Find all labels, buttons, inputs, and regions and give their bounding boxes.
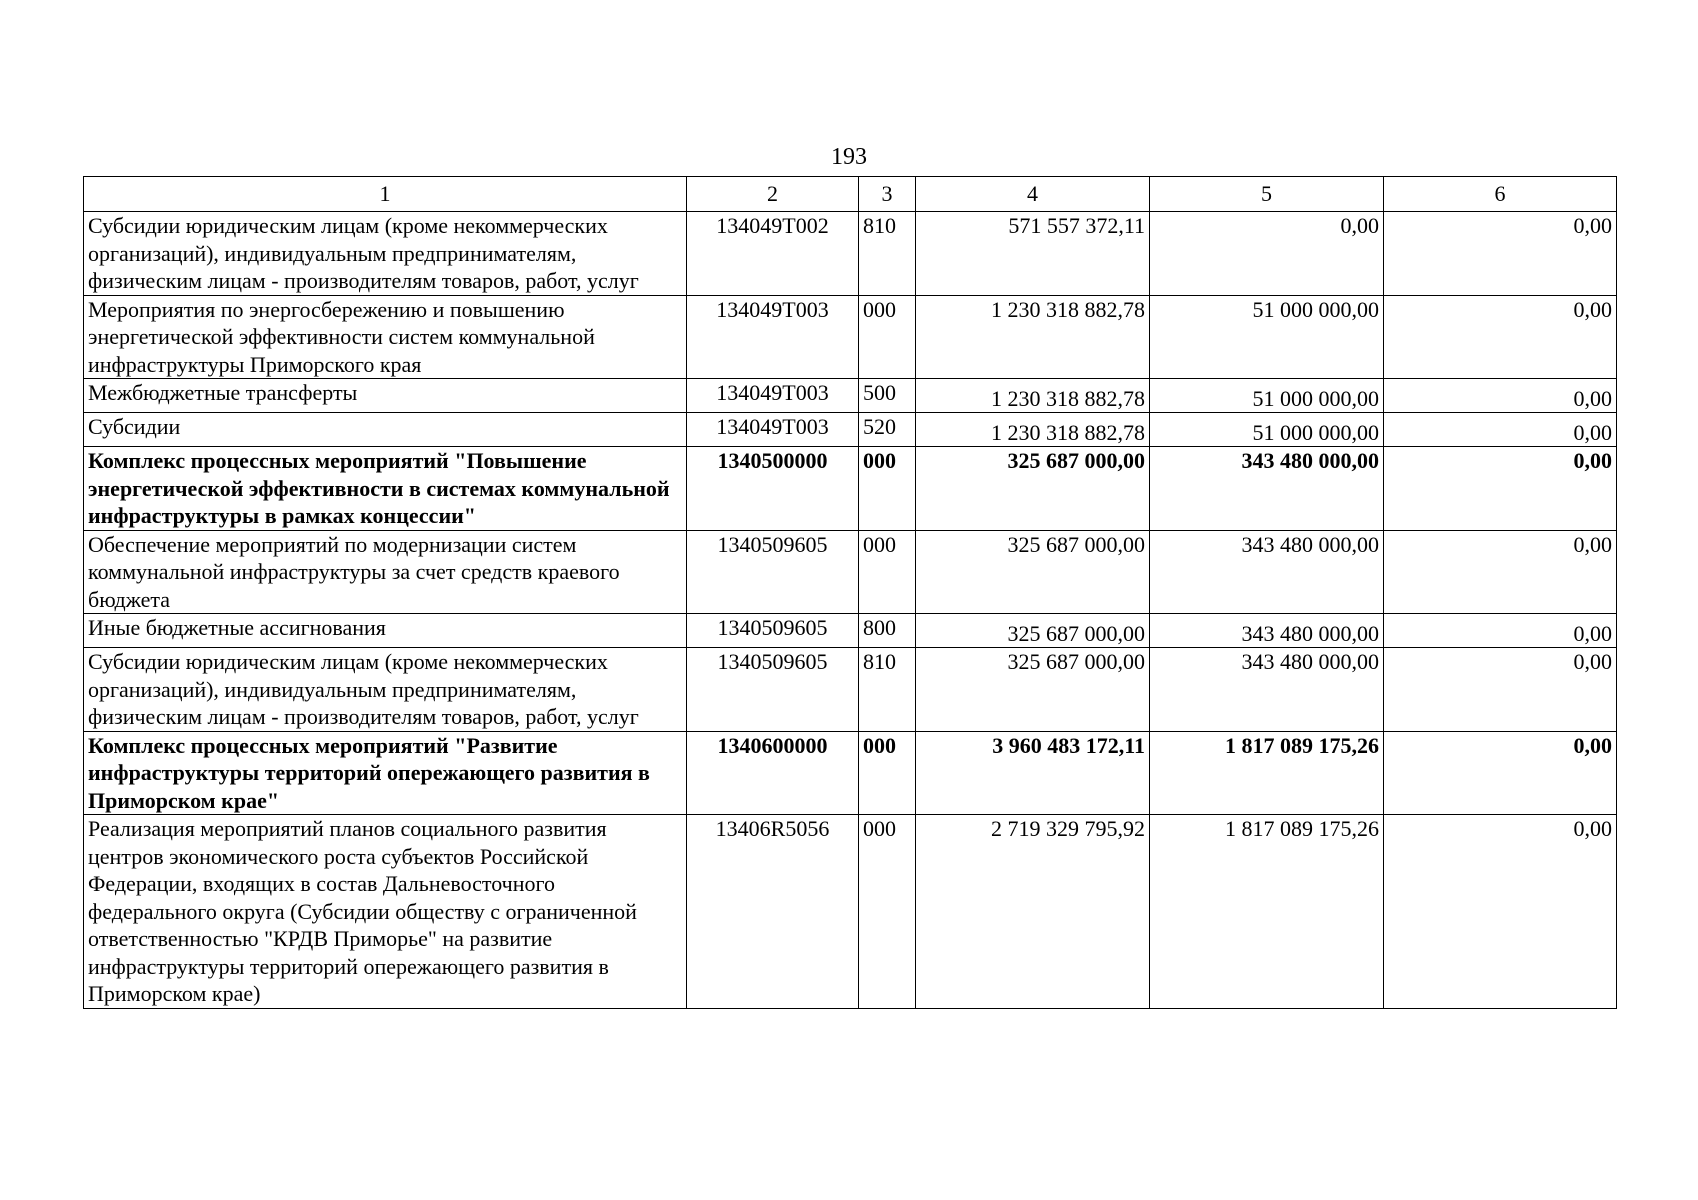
table-row xyxy=(84,815,1617,1009)
row-value-col5-cell: 343 480 000,00 xyxy=(1150,614,1384,648)
row-value-col4-cell: 2 719 329 795,92 xyxy=(916,815,1150,1009)
row-type-cell: 000 xyxy=(859,815,916,1009)
row-name-cell: Комплекс процессных мероприятий "Повышение энергетической эффективности в системах коммунальной инфраструктуры в рамках концессии" xyxy=(84,447,687,531)
row-value-col6-cell: 0,00 xyxy=(1384,648,1617,732)
row-value-col5-cell: 51 000 000,00 xyxy=(1150,413,1384,447)
row-name-cell: Субсидии юридическим лицам (кроме некоммерческих организаций), индивидуальным предпринимателям, физическим лицам - производителям товаров, работ, услуг xyxy=(84,648,687,732)
column-header: 2 xyxy=(687,177,859,212)
column-header: 5 xyxy=(1150,177,1384,212)
row-code-cell: 1340500000 xyxy=(687,447,859,531)
column-header: 3 xyxy=(859,177,916,212)
table-row xyxy=(84,295,1617,379)
row-value-col4-cell: 325 687 000,00 xyxy=(916,447,1150,531)
row-name-cell: Комплекс процессных мероприятий "Развитие инфраструктуры территорий опережающего развития в Приморском крае" xyxy=(84,731,687,815)
row-value-col4-cell: 571 557 372,11 xyxy=(916,212,1150,296)
row-name-cell: Иные бюджетные ассигнования xyxy=(84,614,687,648)
row-value-col5-cell: 1 817 089 175,26 xyxy=(1150,731,1384,815)
column-header: 1 xyxy=(84,177,687,212)
row-value-col6-cell: 0,00 xyxy=(1384,379,1617,413)
table-row xyxy=(84,648,1617,732)
row-value-col6-cell: 0,00 xyxy=(1384,530,1617,614)
table-row xyxy=(84,530,1617,614)
row-value-col5-cell: 51 000 000,00 xyxy=(1150,379,1384,413)
table-row xyxy=(84,379,1617,413)
row-type-cell: 000 xyxy=(859,295,916,379)
row-code-cell: 1340509605 xyxy=(687,530,859,614)
row-value-col4-cell: 1 230 318 882,78 xyxy=(916,295,1150,379)
row-value-col6-cell: 0,00 xyxy=(1384,815,1617,1009)
page-number: 193 xyxy=(831,144,867,170)
row-value-col6-cell: 0,00 xyxy=(1384,447,1617,531)
table-row xyxy=(84,731,1617,815)
table-header-row xyxy=(84,177,1617,212)
row-name-cell: Субсидии xyxy=(84,413,687,447)
row-code-cell: 1340600000 xyxy=(687,731,859,815)
row-code-cell: 13406R5056 xyxy=(687,815,859,1009)
row-value-col6-cell: 0,00 xyxy=(1384,413,1617,447)
row-value-col4-cell: 3 960 483 172,11 xyxy=(916,731,1150,815)
table-row xyxy=(84,413,1617,447)
row-type-cell: 000 xyxy=(859,447,916,531)
row-value-col5-cell: 1 817 089 175,26 xyxy=(1150,815,1384,1009)
row-value-col6-cell: 0,00 xyxy=(1384,731,1617,815)
row-value-col6-cell: 0,00 xyxy=(1384,295,1617,379)
row-value-col4-cell: 325 687 000,00 xyxy=(916,530,1150,614)
row-code-cell: 134049Т003 xyxy=(687,295,859,379)
row-name-cell: Межбюджетные трансферты xyxy=(84,379,687,413)
row-value-col6-cell: 0,00 xyxy=(1384,614,1617,648)
row-value-col5-cell: 0,00 xyxy=(1150,212,1384,296)
row-code-cell: 134049Т003 xyxy=(687,413,859,447)
column-header: 6 xyxy=(1384,177,1617,212)
row-name-cell: Обеспечение мероприятий по модернизации систем коммунальной инфраструктуры за счет средств краевого бюджета xyxy=(84,530,687,614)
table-row xyxy=(84,212,1617,296)
row-value-col5-cell: 51 000 000,00 xyxy=(1150,295,1384,379)
row-type-cell: 810 xyxy=(859,648,916,732)
row-name-cell: Мероприятия по энергосбережению и повышению энергетической эффективности систем коммунальной инфраструктуры Приморского края xyxy=(84,295,687,379)
row-value-col5-cell: 343 480 000,00 xyxy=(1150,447,1384,531)
column-header: 4 xyxy=(916,177,1150,212)
row-name-cell: Субсидии юридическим лицам (кроме некоммерческих организаций), индивидуальным предпринимателям, физическим лицам - производителям товаров, работ, услуг xyxy=(84,212,687,296)
row-value-col4-cell: 325 687 000,00 xyxy=(916,614,1150,648)
budget-table xyxy=(83,176,1617,1009)
row-type-cell: 000 xyxy=(859,731,916,815)
row-code-cell: 134049Т003 xyxy=(687,379,859,413)
row-type-cell: 500 xyxy=(859,379,916,413)
row-code-cell: 1340509605 xyxy=(687,648,859,732)
row-value-col4-cell: 325 687 000,00 xyxy=(916,648,1150,732)
table-row xyxy=(84,614,1617,648)
row-code-cell: 1340509605 xyxy=(687,614,859,648)
row-type-cell: 810 xyxy=(859,212,916,296)
table-row xyxy=(84,447,1617,531)
row-code-cell: 134049Т002 xyxy=(687,212,859,296)
row-value-col5-cell: 343 480 000,00 xyxy=(1150,530,1384,614)
row-type-cell: 000 xyxy=(859,530,916,614)
row-value-col4-cell: 1 230 318 882,78 xyxy=(916,379,1150,413)
row-value-col5-cell: 343 480 000,00 xyxy=(1150,648,1384,732)
row-value-col4-cell: 1 230 318 882,78 xyxy=(916,413,1150,447)
row-type-cell: 520 xyxy=(859,413,916,447)
row-name-cell: Реализация мероприятий планов социального развития центров экономического роста субъектов Российской Федерации, входящих в состав Дальневосточного федерального округа (Субсидии обществу с ограниченной ответственностью "КРДВ Приморье" на развитие инфраструктуры территорий опережающего развития в Приморском крае) xyxy=(84,815,687,1009)
row-value-col6-cell: 0,00 xyxy=(1384,212,1617,296)
row-type-cell: 800 xyxy=(859,614,916,648)
